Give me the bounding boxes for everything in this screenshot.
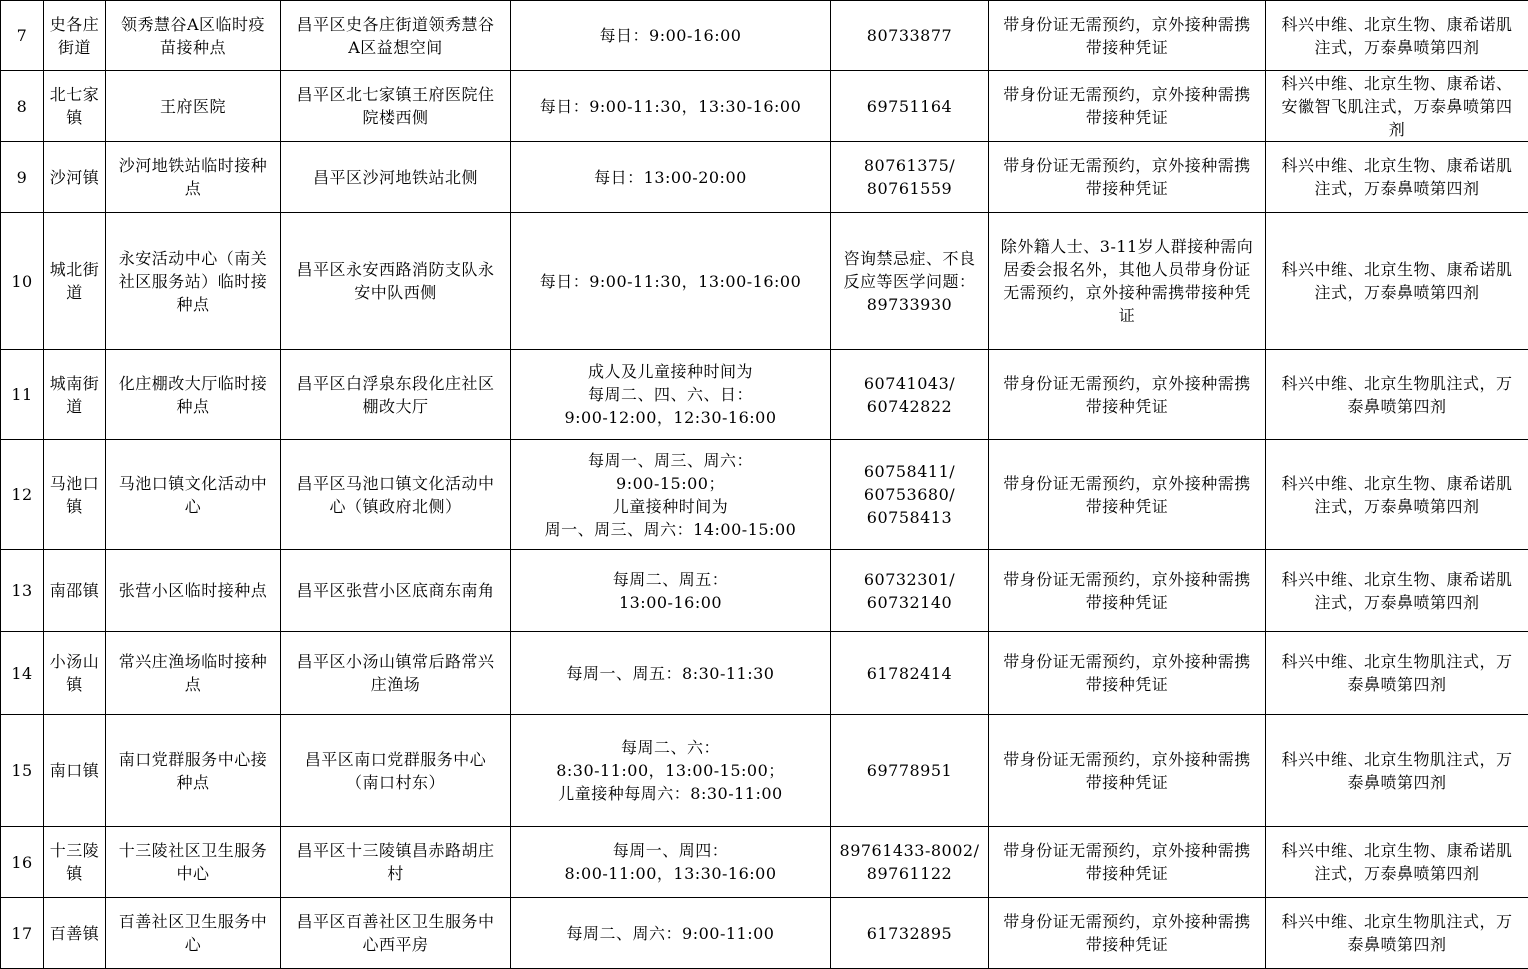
hours-cell: 每日：13:00-20:00 [511, 142, 831, 213]
vaccines-cell: 科兴中维、北京生物、康希诺肌 注式，万泰鼻喷第四剂 [1266, 1, 1528, 71]
hours-cell: 每周二、六： 8:30-11:00，13:00-15:00； 儿童接种每周六：8:30-11:00 [511, 715, 831, 827]
vaccines-cell: 科兴中维、北京生物、康希诺肌 注式，万泰鼻喷第四剂 [1266, 142, 1528, 213]
hours-cell: 每周一、周五：8:30-11:30 [511, 632, 831, 715]
phone-cell: 61732895 [831, 898, 989, 969]
site-name-cell: 王府医院 [106, 71, 281, 142]
vaccines-cell: 科兴中维、北京生物、康希诺肌 注式，万泰鼻喷第四剂 [1266, 550, 1528, 632]
site-name-cell: 常兴庄渔场临时接种 点 [106, 632, 281, 715]
row-number: 11 [1, 350, 44, 440]
vaccines-cell: 科兴中维、北京生物、康希诺肌 注式，万泰鼻喷第四剂 [1266, 827, 1528, 898]
phone-cell: 60758411/ 60753680/ 60758413 [831, 440, 989, 550]
row-number: 13 [1, 550, 44, 632]
town-cell: 南邵镇 [44, 550, 106, 632]
address-cell: 昌平区马池口镇文化活动中 心（镇政府北侧） [281, 440, 511, 550]
town-cell: 小汤山 镇 [44, 632, 106, 715]
hours-cell: 每日：9:00-11:30，13:30-16:00 [511, 71, 831, 142]
table-row [1, 827, 1528, 898]
phone-cell: 60732301/ 60732140 [831, 550, 989, 632]
table-row [1, 213, 1528, 350]
phone-cell: 69778951 [831, 715, 989, 827]
vaccines-cell: 科兴中维、北京生物、康希诺肌 注式，万泰鼻喷第四剂 [1266, 440, 1528, 550]
phone-cell: 80761375/ 80761559 [831, 142, 989, 213]
row-number: 7 [1, 1, 44, 71]
row-number: 15 [1, 715, 44, 827]
row-number: 9 [1, 142, 44, 213]
hours-cell: 每日：9:00-11:30，13:00-16:00 [511, 213, 831, 350]
address-cell: 昌平区南口党群服务中心 （南口村东） [281, 715, 511, 827]
hours-cell: 每周二、周五： 13:00-16:00 [511, 550, 831, 632]
town-cell: 城北街 道 [44, 213, 106, 350]
phone-cell: 60741043/ 60742822 [831, 350, 989, 440]
vaccines-cell: 科兴中维、北京生物肌注式，万 泰鼻喷第四剂 [1266, 632, 1528, 715]
notes-cell: 带身份证无需预约，京外接种需携 带接种凭证 [989, 715, 1266, 827]
site-name-cell: 马池口镇文化活动中 心 [106, 440, 281, 550]
table-row [1, 142, 1528, 213]
vaccines-cell: 科兴中维、北京生物肌注式，万 泰鼻喷第四剂 [1266, 898, 1528, 969]
row-number: 14 [1, 632, 44, 715]
site-name-cell: 南口党群服务中心接 种点 [106, 715, 281, 827]
notes-cell: 带身份证无需预约，京外接种需携 带接种凭证 [989, 827, 1266, 898]
address-cell: 昌平区史各庄街道领秀慧谷 A区益想空间 [281, 1, 511, 71]
address-cell: 昌平区小汤山镇常后路常兴 庄渔场 [281, 632, 511, 715]
address-cell: 昌平区沙河地铁站北侧 [281, 142, 511, 213]
town-cell: 沙河镇 [44, 142, 106, 213]
site-name-cell: 十三陵社区卫生服务 中心 [106, 827, 281, 898]
address-cell: 昌平区百善社区卫生服务中 心西平房 [281, 898, 511, 969]
hours-cell: 每周二、周六：9:00-11:00 [511, 898, 831, 969]
site-name-cell: 化庄棚改大厅临时接 种点 [106, 350, 281, 440]
phone-cell: 89761433-8002/ 89761122 [831, 827, 989, 898]
notes-cell: 带身份证无需预约，京外接种需携 带接种凭证 [989, 350, 1266, 440]
vaccines-cell: 科兴中维、北京生物肌注式，万 泰鼻喷第四剂 [1266, 350, 1528, 440]
town-cell: 史各庄 街道 [44, 1, 106, 71]
hours-cell: 每周一、周四： 8:00-11:00，13:30-16:00 [511, 827, 831, 898]
town-cell: 十三陵 镇 [44, 827, 106, 898]
table-row [1, 71, 1528, 142]
notes-cell: 除外籍人士、3-11岁人群接种需向 居委会报名外，其他人员带身份证 无需预约，京外接种需携带接种凭 证 [989, 213, 1266, 350]
row-number: 17 [1, 898, 44, 969]
vaccines-cell: 科兴中维、北京生物、康希诺肌 注式，万泰鼻喷第四剂 [1266, 213, 1528, 350]
address-cell: 昌平区北七家镇王府医院住 院楼西侧 [281, 71, 511, 142]
notes-cell: 带身份证无需预约，京外接种需携 带接种凭证 [989, 550, 1266, 632]
notes-cell: 带身份证无需预约，京外接种需携 带接种凭证 [989, 71, 1266, 142]
table-row [1, 1, 1528, 71]
town-cell: 百善镇 [44, 898, 106, 969]
notes-cell: 带身份证无需预约，京外接种需携 带接种凭证 [989, 142, 1266, 213]
notes-cell: 带身份证无需预约，京外接种需携 带接种凭证 [989, 1, 1266, 71]
address-cell: 昌平区白浮泉东段化庄社区 棚改大厅 [281, 350, 511, 440]
table-body [1, 1, 1528, 969]
site-name-cell: 百善社区卫生服务中 心 [106, 898, 281, 969]
row-number: 8 [1, 71, 44, 142]
phone-cell: 61782414 [831, 632, 989, 715]
notes-cell: 带身份证无需预约，京外接种需携 带接种凭证 [989, 440, 1266, 550]
notes-cell: 带身份证无需预约，京外接种需携 带接种凭证 [989, 898, 1266, 969]
town-cell: 南口镇 [44, 715, 106, 827]
hours-cell: 每周一、周三、周六： 9:00-15:00； 儿童接种时间为 周一、周三、周六：14:00-15:00 [511, 440, 831, 550]
site-name-cell: 沙河地铁站临时接种 点 [106, 142, 281, 213]
table-row [1, 350, 1528, 440]
row-number: 16 [1, 827, 44, 898]
site-name-cell: 张营小区临时接种点 [106, 550, 281, 632]
table-row [1, 898, 1528, 969]
notes-cell: 带身份证无需预约，京外接种需携 带接种凭证 [989, 632, 1266, 715]
vaccines-cell: 科兴中维、北京生物肌注式，万 泰鼻喷第四剂 [1266, 715, 1528, 827]
row-number: 10 [1, 213, 44, 350]
town-cell: 城南街 道 [44, 350, 106, 440]
address-cell: 昌平区张营小区底商东南角 [281, 550, 511, 632]
phone-cell: 69751164 [831, 71, 989, 142]
hours-cell: 成人及儿童接种时间为 每周二、四、六、日： 9:00-12:00，12:30-16:00 [511, 350, 831, 440]
row-number: 12 [1, 440, 44, 550]
table-row [1, 550, 1528, 632]
vaccines-cell: 科兴中维、北京生物、康希诺、 安徽智飞肌注式，万泰鼻喷第四 剂 [1266, 71, 1528, 142]
town-cell: 马池口 镇 [44, 440, 106, 550]
site-name-cell: 领秀慧谷A区临时疫 苗接种点 [106, 1, 281, 71]
table-row [1, 440, 1528, 550]
table-row [1, 632, 1528, 715]
table-row [1, 715, 1528, 827]
phone-cell: 80733877 [831, 1, 989, 71]
town-cell: 北七家 镇 [44, 71, 106, 142]
address-cell: 昌平区十三陵镇昌赤路胡庄 村 [281, 827, 511, 898]
address-cell: 昌平区永安西路消防支队永 安中队西侧 [281, 213, 511, 350]
site-name-cell: 永安活动中心（南关 社区服务站）临时接 种点 [106, 213, 281, 350]
phone-cell: 咨询禁忌症、不良 反应等医学问题： 89733930 [831, 213, 989, 350]
hours-cell: 每日：9:00-16:00 [511, 1, 831, 71]
